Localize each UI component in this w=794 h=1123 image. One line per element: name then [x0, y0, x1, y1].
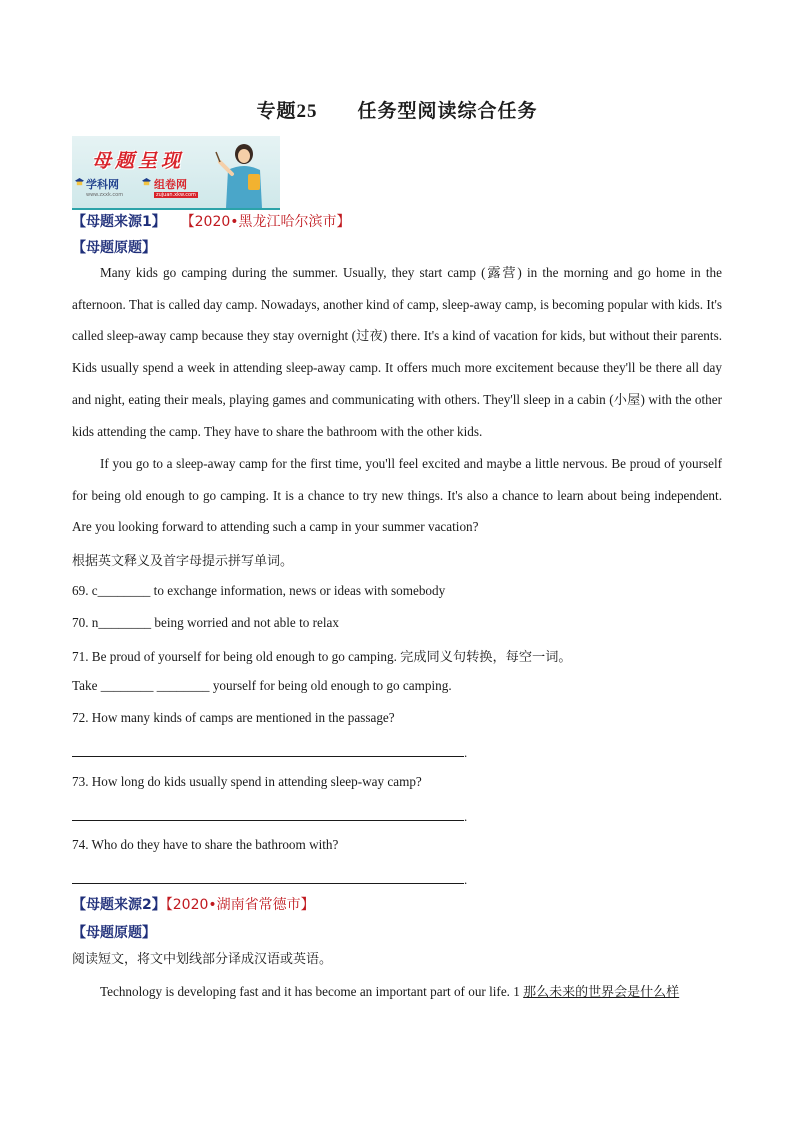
answer-line-74: [72, 883, 464, 884]
instruction-spelling: 根据英文释义及首字母提示拼写单词。: [72, 554, 294, 569]
question-71-rewrite: Take ________ ________ yourself for being old enough to go camping.: [72, 678, 452, 693]
source-label-1: 【母题来源1】 【2020•黑龙江哈尔滨市】: [72, 214, 351, 230]
question-71: 71. Be proud of yourself for being old enough to go camping. 完成同义句转换，每空一词。: [72, 649, 572, 664]
question-69: 69. c________ to exchange information, news or ideas with somebody: [72, 583, 446, 598]
passage2-paragraph-1: Technology is developing fast and it has become an important part of our life. 1 那么未来的世界会是什么样: [100, 984, 680, 1000]
question-73: 73. How long do kids usually spend in attending sleep-way camp?: [72, 774, 422, 789]
answer-line-74-period: .: [464, 872, 468, 887]
original-label-1: 【母题原题】: [72, 240, 156, 256]
source-year-2: 【2020•湖南省常德市】: [165, 897, 315, 913]
graduation-cap-icon: [75, 178, 84, 187]
original-label-2: 【母题原题】: [72, 925, 156, 941]
passage1-paragraph-2: If you go to a sleep-away camp for the first time, you'll feel excited and maybe a little nervous. Be proud of yourself for being old enough to go camping. It is a chance to try new things. It's also a chance to learn about being independent. Are you looking forward to attending such a camp in your summer vacation?: [72, 456, 722, 535]
banner-headline: 母题呈现: [92, 150, 185, 172]
answer-line-72-period: .: [464, 745, 468, 760]
answer-line-73: [72, 820, 464, 821]
zujuanwang-logo: 组卷网 zujuan.xkw.com: [154, 178, 196, 198]
passage1-paragraph-1: Many kids go camping during the summer. Usually, they start camp (露营) in the morning and go home in the afternoon. That is called day camp. Nowadays, another kind of camp, sleep-away camp, is becoming popular with kids. It's called sleep-away camp because they stay overnight (过夜) there. It's a kind of vacation for kids, but without their parents. Kids usually spend a week in attending sleep-away camp. It offers much more excitement because they'll be there all day and night, eating their meals, playing games and communicating with others. They'll sleep in a cabin (小屋) with the other kids attending the camp. They have to share the bathroom with the other kids.: [72, 265, 722, 439]
banner-image: [72, 136, 280, 210]
question-72: 72. How many kinds of camps are mentioned in the passage?: [72, 710, 395, 725]
question-74: 74. Who do they have to share the bathroom with?: [72, 837, 339, 852]
answer-line-73-period: .: [464, 809, 468, 824]
graduation-cap-icon: [142, 178, 151, 187]
answer-line-72: [72, 756, 464, 757]
title-topic-number: 专题25: [256, 101, 318, 122]
source-label-2: 【母题来源2】【2020•湖南省常德市】: [72, 897, 315, 913]
question-70: 70. n________ being worried and not able to relax: [72, 615, 339, 630]
title-topic-name: 任务型阅读综合任务: [357, 101, 538, 122]
instruction-translation: 阅读短文，将文中划线部分译成汉语或英语。: [72, 952, 333, 967]
teacher-figure-icon: [214, 140, 274, 208]
source-year-1: 【2020•黑龙江哈尔滨市】: [180, 214, 351, 230]
page-title: [0, 96, 794, 123]
xuekewang-logo: 学科网 www.zxxk.com: [86, 178, 124, 198]
underlined-sentence-1: 那么未来的世界会是什么样: [523, 985, 680, 1000]
